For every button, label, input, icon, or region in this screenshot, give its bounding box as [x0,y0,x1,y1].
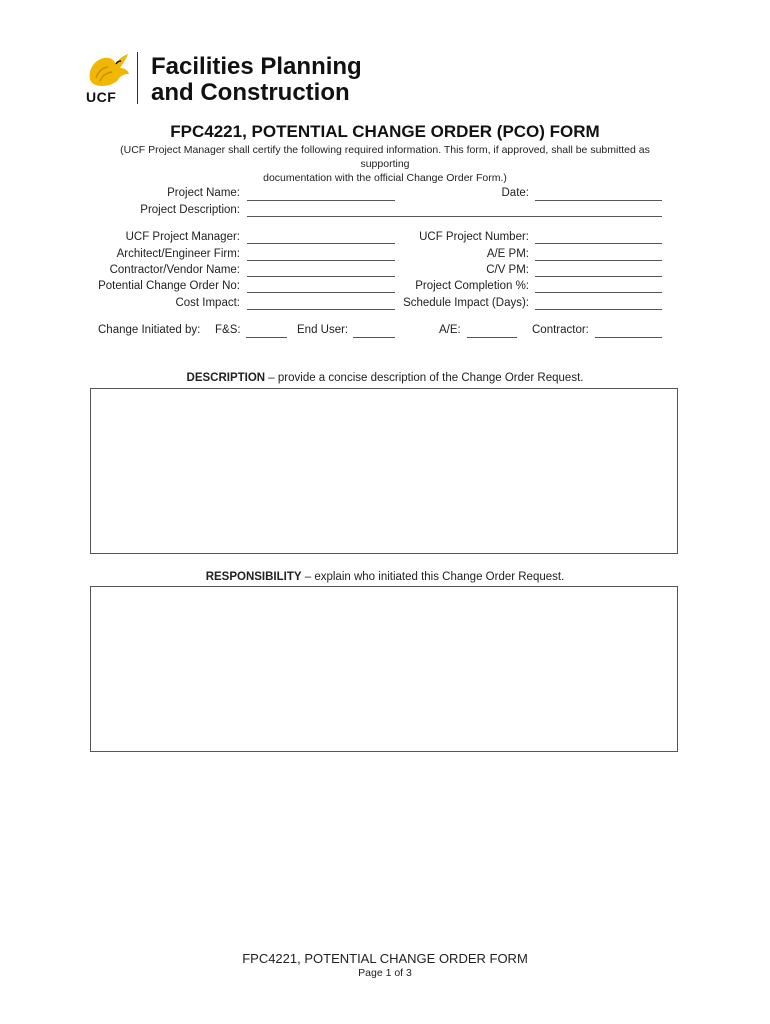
form-title: FPC4221, POTENTIAL CHANGE ORDER (PCO) FORM [170,122,600,141]
contractor-vendor-name-field[interactable] [247,276,395,277]
architect-engineer-firm-field[interactable] [247,260,395,261]
architect-engineer-firm-label: Architect/Engineer Firm: [116,248,240,260]
description-heading [0,372,770,384]
ae-label: A/E: [439,324,461,336]
fs-label: F&S: [215,324,241,336]
form-subtitle [95,143,675,185]
organization-name-line2: and Construction [151,79,350,106]
form-subtitle-line1: (UCF Project Manager shall certify the following required information. This form, if approved, shall be submitted as supporting [120,144,650,170]
organization-name-line1: Facilities Planning [151,53,362,80]
responsibility-heading [0,571,770,583]
end-user-label: End User: [297,324,349,336]
project-name-field[interactable] [247,200,395,201]
ucf-project-manager-label: UCF Project Manager: [125,231,240,243]
project-completion-field[interactable] [535,292,662,293]
date-label: Date: [501,187,529,199]
organization-name [151,54,362,106]
cv-pm-field[interactable] [535,276,662,277]
ucf-project-number-label: UCF Project Number: [419,231,529,243]
date-field[interactable] [535,200,662,201]
description-heading-bold: DESCRIPTION [186,372,266,384]
change-initiated-label: Change Initiated by: [98,324,201,336]
responsibility-heading-bold: RESPONSIBILITY [205,571,302,583]
project-completion-label: Project Completion %: [415,280,529,292]
ae-field[interactable] [467,337,517,338]
cost-impact-field[interactable] [247,309,395,310]
logo-divider [137,52,138,104]
end-user-field[interactable] [353,337,395,338]
footer-title: FPC4221, POTENTIAL CHANGE ORDER FORM [242,951,528,966]
potential-change-order-no-label: Potential Change Order No: [98,280,240,292]
responsibility-textbox[interactable] [90,586,678,752]
contractor-field[interactable] [595,337,662,338]
ucf-pegasus-logo [86,50,130,88]
ucf-project-number-field[interactable] [535,243,662,244]
ae-pm-field[interactable] [535,260,662,261]
description-heading-text: – provide a concise description of the Change Order Request. [265,372,584,384]
fs-field[interactable] [246,337,287,338]
ucf-logo-text: UCF [86,89,117,105]
form-subtitle-line2: documentation with the official Change Order Form.) [263,172,507,184]
page-number: Page 1 of 3 [358,967,412,979]
cv-pm-label: C/V PM: [486,264,529,276]
contractor-label: Contractor: [532,324,589,336]
schedule-impact-label: Schedule Impact (Days): [403,297,529,309]
contractor-vendor-name-label: Contractor/Vendor Name: [109,264,240,276]
project-name-label: Project Name: [167,187,240,199]
project-description-field[interactable] [247,216,662,217]
project-description-label: Project Description: [140,204,240,216]
schedule-impact-field[interactable] [535,309,662,310]
cost-impact-label: Cost Impact: [175,297,240,309]
potential-change-order-no-field[interactable] [247,292,395,293]
ucf-project-manager-field[interactable] [247,243,395,244]
ae-pm-label: A/E PM: [486,248,529,260]
responsibility-heading-text: – explain who initiated this Change Order Request. [301,571,565,583]
description-textbox[interactable] [90,388,678,554]
